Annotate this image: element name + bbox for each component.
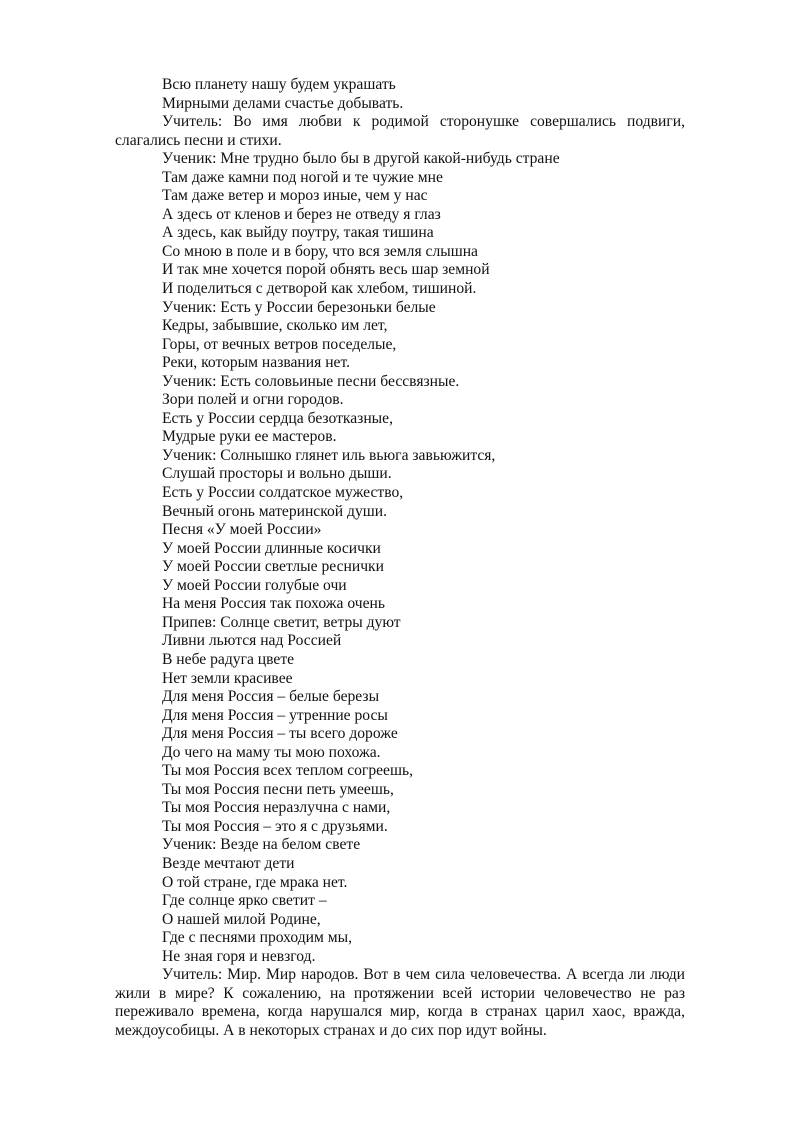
text-line: Где с песнями проходим мы, (162, 929, 353, 947)
text-line: Ты моя Россия неразлучна с нами, (162, 799, 391, 817)
text-line: У моей России длинные косички (162, 539, 381, 557)
text-line: Мирными делами счастье добывать. (162, 94, 404, 112)
text-line: О нашей милой Родине, (162, 910, 321, 928)
text-line: А здесь, как выйду поутру, такая тишина (162, 224, 434, 242)
text-line: Есть у России солдатское мужество, (162, 484, 404, 502)
text-line: И так мне хочется порой обнять весь шар земной (162, 261, 490, 279)
text-line: А здесь от кленов и берез не отведу я глаз (162, 205, 441, 223)
text-line: Всю планету нашу будем украшать (162, 76, 396, 93)
text-line: У моей России светлые реснички (162, 558, 384, 576)
text-line: Для меня Россия – белые березы (162, 688, 380, 706)
text-line: Ты моя Россия – это я с друзьями. (162, 817, 388, 835)
teacher-paragraph: Учитель: Во имя любви к родимой сторонушке совершались подвиги, слагались песни и стихи. (115, 113, 685, 149)
document-page (115, 76, 685, 1040)
text-line: Нет земли красивее (162, 669, 293, 687)
text-line: О той стране, где мрака нет. (162, 873, 348, 891)
text-line: Ученик: Есть у России березоньки белые (162, 298, 436, 316)
text-line: Для меня Россия – ты всего дороже (162, 725, 398, 743)
text-line: Ты моя Россия песни петь умеешь, (162, 780, 394, 798)
text-line: Не зная горя и невзгод. (162, 947, 316, 965)
text-line: Ливни льются над Россией (162, 632, 342, 650)
text-line: Там даже ветер и мороз иные, чем у нас (162, 187, 428, 205)
text-line: До чего на маму ты мою похожа. (162, 743, 381, 761)
text-line: Ученик: Мне трудно было бы в другой какой-нибудь стране (162, 150, 560, 168)
chorus-line: Припев: Солнце светит, ветры дуют (162, 613, 401, 631)
text-line: На меня Россия так похожа очень (162, 595, 385, 613)
text-line: Зори полей и огни городов. (162, 391, 344, 409)
text-line: И поделиться с детворой как хлебом, тишиной. (162, 280, 477, 298)
teacher-paragraph: Учитель: Мир. Мир народов. Вот в чем сила человечества. А всегда ли люди жили в мире? К сожалению, на протяжении всей истории человечество не раз переживало времена, когда нарушался мир, когда в странах царил хаос, вражда, междоусобицы. А в некоторых странах и до сих пор идут войны. (115, 966, 685, 1039)
text-line: Там даже камни под ногой и те чужие мне (162, 168, 443, 186)
text-line: Где солнце ярко светит – (162, 892, 327, 910)
song-title: Песня «У моей России» (162, 521, 322, 539)
text-line: Со мною в поле и в бору, что вся земля слышна (162, 242, 478, 260)
text-line: Везде мечтают дети (162, 854, 295, 872)
text-line: Горы, от вечных ветров поседелые, (162, 335, 397, 353)
text-line: Ученик: Солнышко глянет иль вьюга завьюжится, (162, 446, 496, 464)
text-line: Ученик: Везде на белом свете (162, 836, 361, 854)
text-line: Мудрые руки ее мастеров. (162, 428, 337, 446)
text-line: Реки, которым названия нет. (162, 354, 350, 372)
text-line: Для меня Россия – утренние росы (162, 706, 388, 724)
text-line: Кедры, забывшие, сколько им лет, (162, 317, 388, 335)
text-line: В небе радуга цвете (162, 650, 295, 668)
text-line: Слушай просторы и вольно дыши. (162, 465, 392, 483)
text-line: Есть у России сердца безотказные, (162, 409, 393, 427)
text-line: У моей России голубые очи (162, 576, 347, 594)
text-line: Ученик: Есть соловьиные песни бессвязные. (162, 372, 460, 390)
text-line: Ты моя Россия всех теплом согреешь, (162, 762, 413, 780)
text-line: Вечный огонь материнской души. (162, 502, 388, 520)
